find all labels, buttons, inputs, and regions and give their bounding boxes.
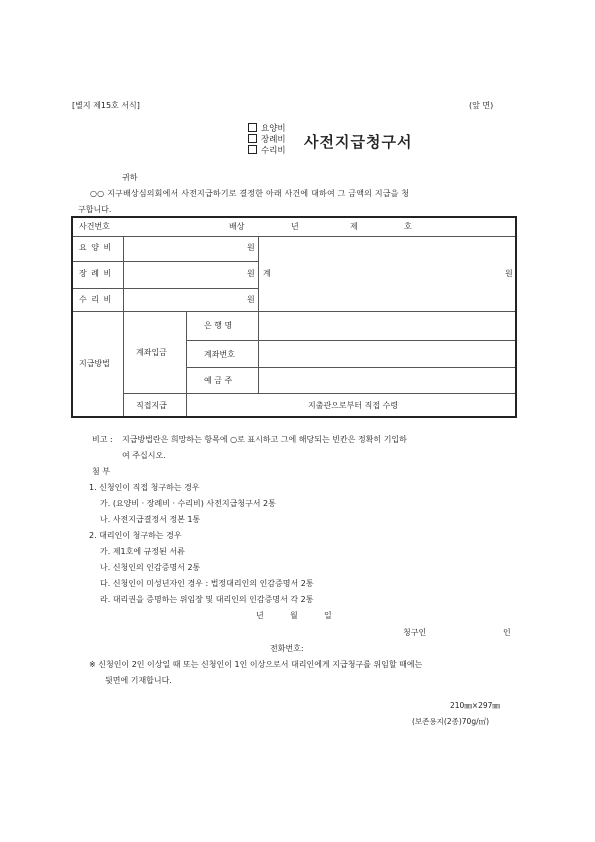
note-line-2: 여 주십시오.	[122, 451, 166, 460]
column-divider	[258, 236, 259, 311]
checklist-item-repair[interactable]: 수리비	[248, 145, 286, 156]
bank-name-field[interactable]	[263, 314, 508, 338]
case-number-label: 사건번호	[79, 222, 110, 231]
care-cost-field[interactable]	[133, 238, 253, 260]
attachment-item: 나. 신청인의 인감증명서 2통	[100, 563, 201, 572]
total-label: 계	[263, 269, 271, 278]
paper-type: (보존용지(2종)70g/㎡)	[412, 717, 490, 726]
payment-method-label: 지급방법	[79, 359, 110, 368]
row-divider	[73, 261, 258, 262]
column-divider	[258, 311, 259, 393]
row-divider	[186, 340, 515, 341]
row-divider	[73, 288, 258, 289]
claimant-label: 청구인	[403, 628, 427, 637]
date-year: 년	[256, 611, 264, 620]
account-transfer-option[interactable]: 계좌입금	[136, 348, 167, 357]
care-cost-unit: 원	[247, 243, 255, 252]
row-divider	[123, 393, 515, 394]
paper-size: 210㎜×297㎜	[450, 701, 500, 710]
total-amount-field[interactable]	[273, 248, 493, 298]
note-label: 비고 :	[92, 435, 113, 444]
repair-cost-label: 수 리 비	[79, 295, 113, 304]
depositor-field[interactable]	[263, 370, 508, 392]
case-number-part: 제	[350, 222, 358, 231]
attachment-item: 가. (요양비 · 장례비 · 수리비) 사전지급청구서 2통	[100, 499, 276, 508]
intro-line-1: ○○ 지구배상심의회에서 사전지급하기로 결정한 아래 사건에 대하여 그 금액의 지급을 청	[90, 189, 410, 198]
funeral-cost-field[interactable]	[133, 263, 253, 287]
checklist-item-funeral[interactable]: 장례비	[248, 134, 286, 145]
attachment-item: 2. 대리인이 청구하는 경우	[89, 531, 182, 540]
date-day: 일	[324, 611, 332, 620]
case-number-part: 년	[291, 222, 299, 231]
account-number-label: 계좌번호	[204, 350, 235, 359]
claimant-name-field[interactable]	[440, 624, 500, 638]
addressee: 귀하	[122, 173, 138, 182]
expense-type-checklist	[248, 123, 286, 156]
funeral-cost-unit: 원	[247, 269, 255, 278]
attachment-title: 첨 부	[92, 467, 110, 476]
checklist-item-care[interactable]: 요양비	[248, 123, 286, 134]
note-line-1: 지급방법란은 희망하는 항목에 ○로 표시하고 그에 해당되는 빈칸은 정확히 기입하	[122, 435, 407, 444]
attachment-item: 라. 대리권을 증명하는 위임장 및 대리인의 인감증명서 각 2통	[100, 595, 314, 604]
checkbox-icon[interactable]	[248, 134, 257, 143]
direct-payment-text: 지출관으로부터 직접 수령	[308, 401, 399, 410]
row-divider	[73, 236, 515, 237]
column-divider	[123, 236, 124, 416]
attachment-item: 다. 신청인이 미성년자인 경우 : 법정대리인의 인감증명서 2통	[100, 579, 314, 588]
bank-name-label: 은 행 명	[204, 321, 233, 330]
case-number-part: 호	[404, 222, 412, 231]
repair-cost-field[interactable]	[133, 290, 253, 310]
care-cost-label: 요 양 비	[79, 243, 113, 252]
intro-line-2: 구합니다.	[78, 205, 112, 214]
footnote-line-1: ※ 신청인이 2인 이상일 때 또는 신청인이 1인 이상으로서 대리인에게 지급청구를 위임할 때에는	[89, 660, 423, 669]
phone-label: 전화번호:	[270, 644, 304, 653]
seal-mark: 인	[503, 628, 511, 637]
footnote-line-2: 뒷면에 기재합니다.	[105, 676, 172, 685]
form-number: [별지 제15호 서식]	[72, 101, 140, 110]
account-number-field[interactable]	[263, 343, 508, 365]
attachment-item: 가. 제1호에 규정된 서류	[100, 547, 185, 556]
checkbox-icon[interactable]	[248, 123, 257, 132]
case-number-part: 배상	[229, 222, 245, 231]
claim-table	[71, 216, 517, 418]
depositor-label: 예 금 주	[204, 376, 233, 385]
document-title: 사전지급청구서	[304, 133, 413, 151]
date-month: 월	[290, 611, 298, 620]
phone-number-field[interactable]	[312, 640, 402, 654]
attachment-item: 나. 사전지급결정서 정본 1통	[100, 515, 201, 524]
row-divider	[73, 311, 515, 312]
row-divider	[186, 367, 515, 368]
checkbox-icon[interactable]	[248, 145, 257, 154]
total-unit: 원	[505, 269, 513, 278]
repair-cost-unit: 원	[247, 295, 255, 304]
page-side-label: (앞 면)	[469, 101, 494, 110]
column-divider	[186, 311, 187, 416]
direct-payment-option[interactable]: 직접지급	[136, 401, 167, 410]
attachment-item: 1. 신청인이 직접 청구하는 경우	[89, 483, 200, 492]
funeral-cost-label: 장 례 비	[79, 269, 113, 278]
